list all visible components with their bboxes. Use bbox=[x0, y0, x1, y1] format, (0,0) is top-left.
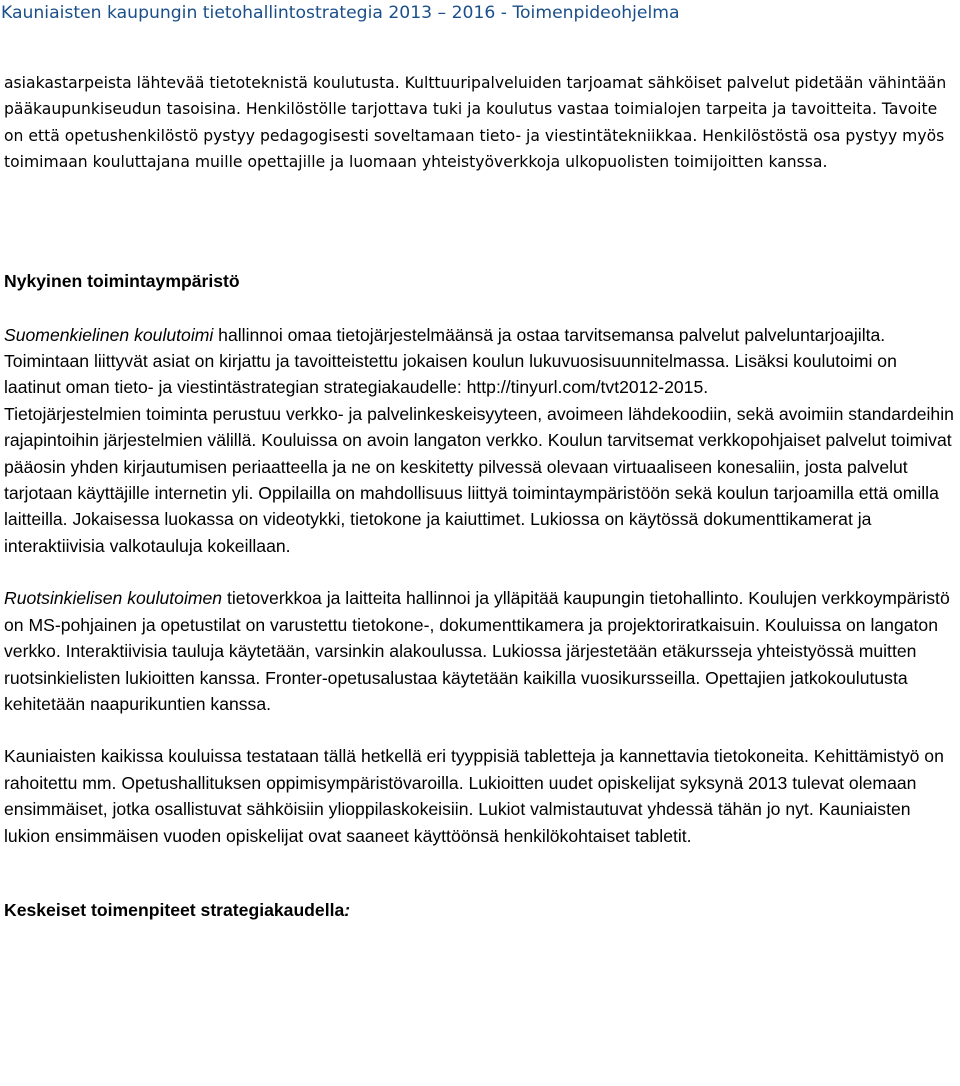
paragraph-text: tietoverkkoa ja laitteita hallinnoi ja ylläpitää kaupungin tietohallinto. Koulujen verkkoympäristö on MS-pohjainen ja opetustilat on varustettu tietokone-, dokumenttikamera ja projektoriratkaisuin. Kouluissa on langaton verkko. Interaktiivisia tauluja käytetään, varsinkin alakoulussa. Lukiossa järjestetään etäkursseja yhteistyössä muitten ruotsinkielisten lukioitten kanssa. Fronter-opetusalustaa käytetään kaikilla vuosikursseilla. Opettajien jatkokoulutusta kehitetään naapurikuntien kanssa. bbox=[4, 588, 950, 714]
paragraph-systems: Tietojärjestelmien toiminta perustuu verkko- ja palvelinkeskeisyyteen, avoimeen lähdekoodiin, sekä avoimiin standardeihin rajapintoihin järjestelmien välillä. Kouluissa on avoin langaton verkko. Koulun tarvitsemat verkkopohjaiset palvelut toimivat pääosin yhden kirjautumisen periaatteella ja ne on keskitetty pilvessä olevaan virtuaaliseen konesaliin, josta palvelut tarjotaan käyttäjille internetin yli. Oppilailla on mahdollisuus liittyä toimintaympäristöön sekä koulun tarjoamilla että omilla laitteilla. Jokaisessa luokassa on videotykki, tietokone ja kaiuttimet. Lukiossa on käytössä dokumenttikamerat ja interaktiivisia valkotauluja kokeillaan. bbox=[4, 403, 954, 556]
spacer bbox=[4, 849, 958, 897]
section-heading-current-environment: Nykyinen toimintaympäristö bbox=[4, 270, 240, 291]
heading-text: Keskeiset toimenpiteet strategiakaudella bbox=[4, 899, 345, 920]
emphasis-swedish-school-dept: Ruotsinkielisen koulutoimen bbox=[4, 588, 223, 609]
paragraph-tablets: Kauniaisten kaikissa kouluissa testataan tällä hetkellä eri tyyppisiä tabletteja ja kannettavia tietokoneita. Kehittämistyö on rahoitettu mm. Opetushallituksen oppimisympäristövaroilla. Lukioitten uudet opiskelijat syksynä 2013 tulevat olemaan ensimmäiset, jotka osallistuvat sähköisiin ylioppilaskokeisiin. Lukiot valmistautuvat yhdessä tähän jo nyt. Kauniaisten lukion ensimmäisen vuoden opiskelijat ovat saaneet käyttöönsä henkilökohtaiset tabletit. bbox=[4, 746, 944, 846]
intro-paragraph: asiakastarpeista lähtevää tietoteknistä koulutusta. Kulttuuripalveluiden tarjoamat sähköiset palvelut pidetään vähintään pääkaupunkiseudun tasoisina. Henkilöstölle tarjottava tuki ja koulutus vastaa toimialojen tarpeita ja tavoitteita. Tavoite on että opetushenkilöstö pystyy pedagogisesti soveltamaan tieto- ja viestintätekniikkaa. Henkilöstöstä osa pystyy myös toimimaan kouluttajana muille opettajille ja luomaan yhteistyöverkkoja ulkopuolisten toimijoitten kanssa. bbox=[4, 74, 947, 172]
spacer bbox=[4, 717, 958, 743]
spacer bbox=[4, 294, 958, 322]
section-heading-key-actions bbox=[4, 897, 958, 923]
heading-colon: : bbox=[344, 899, 351, 920]
emphasis-finnish-school-dept: Suomenkielinen koulutoimi bbox=[4, 324, 214, 345]
document-body bbox=[4, 70, 958, 923]
paragraph-text: hallinnoi omaa tietojärjestelmäänsä ja ostaa tarvitsemansa palvelut palveluntarjoajilta. Toimintaan liittyvät asiat on kirjattu ja tavoitteistettu jokaisen koulun lukuvuosisuunnitelmassa. Lisäksi koulutoimi on laatinut oman tieto- ja viestintästrategian strategiakaudelle: http://tinyurl.com/tvt2012-2015. bbox=[4, 324, 897, 398]
running-header: Kauniaisten kaupungin tietohallintostrategia 2013 – 2016 - Toimenpideohjelma bbox=[1, 3, 680, 23]
paragraph-finnish-school-dept bbox=[4, 322, 958, 401]
spacer bbox=[4, 559, 958, 585]
paragraph-swedish-school-dept bbox=[4, 585, 958, 717]
spacer bbox=[4, 176, 958, 268]
